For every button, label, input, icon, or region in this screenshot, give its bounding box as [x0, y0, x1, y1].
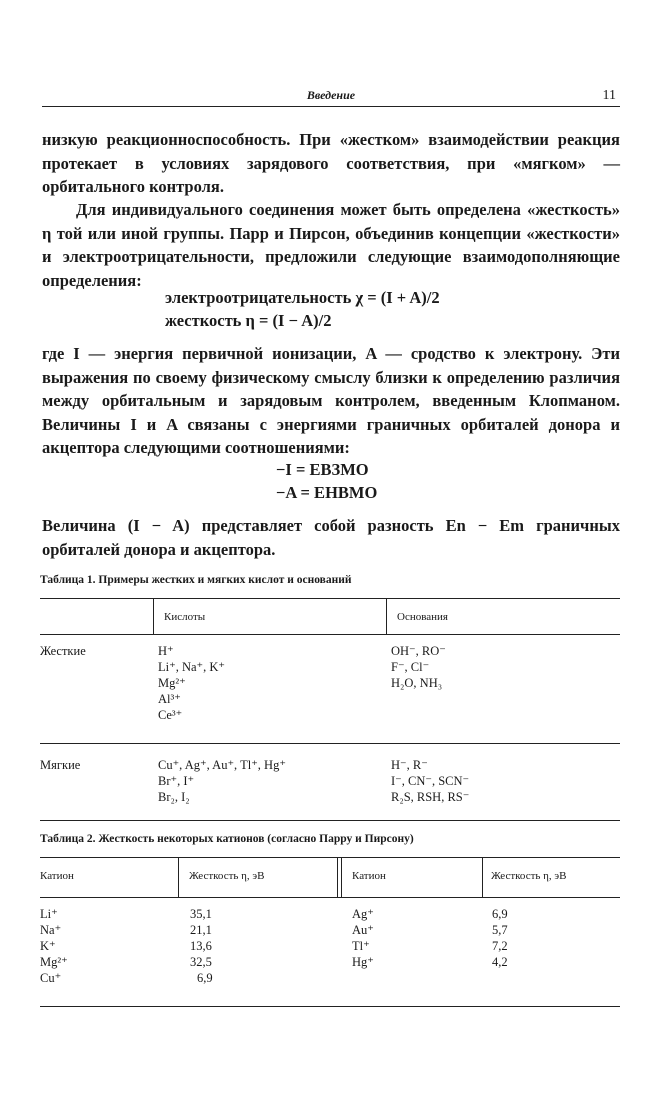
table2-col-divider-1: [178, 857, 179, 897]
table1-col-divider-1: [153, 598, 154, 634]
hardness-value: 13,6: [190, 939, 212, 953]
formula-lumo: −A = EНВМО: [276, 483, 378, 502]
hardness-value: 32,5: [190, 955, 212, 969]
table1-row-soft-acids: [158, 757, 286, 805]
table2-header-rule: [40, 897, 620, 898]
paragraph-4: [42, 514, 620, 561]
cation: Au⁺: [352, 923, 374, 937]
table1-row-hard-label: Жесткие: [40, 644, 86, 658]
table1-row-divider: [40, 743, 620, 744]
base-ion: OH⁻, RO⁻: [391, 644, 446, 658]
cation: Ag⁺: [352, 907, 374, 921]
paragraph-2-text: Для индивидуального соединения может быть определена «жесткость» η той или иной группы. Парр и Пирсон, объединив концепции «жесткости» и электроотрицательности, предложили следующие взаимодополняющие определения:: [42, 200, 620, 290]
acid-ion: Br₂, I₂: [158, 790, 190, 804]
hardness-value: 35,1: [190, 907, 212, 921]
table1-caption: Таблица 1. Примеры жестких и мягких кислот и оснований: [40, 574, 352, 586]
table2-header-cation-left: Катион: [40, 870, 74, 882]
running-title: Введение: [306, 88, 356, 102]
hardness-value: 6,9: [197, 971, 213, 985]
table1-row-hard-acids: [158, 643, 225, 723]
table1-bottom-rule: [40, 820, 620, 821]
cation: Na⁺: [40, 923, 62, 937]
acid-ion: Br⁺, I⁺: [158, 774, 195, 788]
cation: Hg⁺: [352, 955, 374, 969]
table2-col-divider-2a: [337, 857, 338, 897]
header-rule: [42, 106, 620, 107]
table1-row-soft-label: Мягкие: [40, 758, 81, 772]
paragraph-1: [42, 128, 620, 199]
hardness-value: 21,1: [190, 923, 212, 937]
base-ion: I⁻, CN⁻, SCN⁻: [391, 774, 470, 788]
table1-top-rule: [40, 598, 620, 599]
table2-header-hardness-left: Жесткость η, эВ: [189, 870, 265, 882]
table1-col-divider-2: [386, 598, 387, 634]
hardness-value: 5,7: [492, 923, 508, 937]
table1-row-hard-bases: [391, 643, 446, 691]
table2-col-divider-3: [482, 857, 483, 897]
paragraph-4-text: Величина (I − A) представляет собой разность En − Em граничных орбиталей донора и акцептора.: [42, 516, 620, 559]
base-ion: H⁻, R⁻: [391, 758, 428, 772]
paragraph-3: [42, 342, 620, 460]
table2-top-rule: [40, 857, 620, 858]
table1-row-soft-bases: [391, 757, 469, 805]
formula-hardness: жесткость η = (I − A)/2: [165, 311, 332, 330]
table2-header-cation-right: Катион: [352, 870, 386, 882]
table2-col-divider-2b: [341, 857, 342, 897]
hardness-value: 4,2: [492, 955, 508, 969]
cation: Mg²⁺: [40, 955, 68, 969]
paragraph-1-text: низкую реакционноспособность. При «жестком» взаимодействии реакция протекает в условиях зарядового соответствия, при «мягком» — орбитального контроля.: [42, 130, 620, 196]
table2-right-values: [492, 906, 508, 970]
base-ion: F⁻, Cl⁻: [391, 660, 430, 674]
table1-header-bases: Основания: [397, 611, 448, 623]
table2-left-values: [190, 906, 213, 986]
paragraph-2: [42, 198, 620, 292]
page-number: 11: [602, 88, 616, 103]
acid-ion: Ce³⁺: [158, 708, 183, 722]
table2-left-cations: [40, 906, 68, 986]
table2-bottom-rule: [40, 1006, 620, 1007]
acid-ion: H⁺: [158, 644, 174, 658]
table2-right-cations: [352, 906, 374, 970]
cation: Tl⁺: [352, 939, 370, 953]
formula-electronegativity: электроотрицательность χ = (I + A)/2: [165, 288, 440, 307]
hardness-value: 7,2: [492, 939, 508, 953]
cation: Cu⁺: [40, 971, 62, 985]
formula-homo: −I = EВЗМО: [276, 460, 369, 479]
table2-caption: Таблица 2. Жесткость некоторых катионов (согласно Парру и Пирсону): [40, 833, 414, 845]
paragraph-3-text: где I — энергия первичной ионизации, A — сродство к электрону. Эти выражения по своему физическому смыслу близки к определению различия между орбитальным и зарядовым контролем, введенным Клопманом. Величины I и A связаны с энергиями граничных орбиталей донора и акцептора следующими соотношениями:: [42, 344, 620, 457]
table2-header-hardness-right: Жесткость η, эВ: [491, 870, 567, 882]
table1-header-acids: Кислоты: [164, 611, 206, 623]
running-head: [42, 88, 620, 106]
acid-ion: Mg²⁺: [158, 676, 186, 690]
acid-ion: Al³⁺: [158, 692, 181, 706]
cation: K⁺: [40, 939, 56, 953]
hardness-value: 6,9: [492, 907, 508, 921]
table1-header-rule: [40, 634, 620, 635]
cation: Li⁺: [40, 907, 58, 921]
acid-ion: Li⁺, Na⁺, K⁺: [158, 660, 226, 674]
acid-ion: Cu⁺, Ag⁺, Au⁺, Tl⁺, Hg⁺: [158, 758, 286, 772]
base-ion: H₂O, NH₃: [391, 676, 443, 690]
base-ion: R₂S, RSH, RS⁻: [391, 790, 470, 804]
